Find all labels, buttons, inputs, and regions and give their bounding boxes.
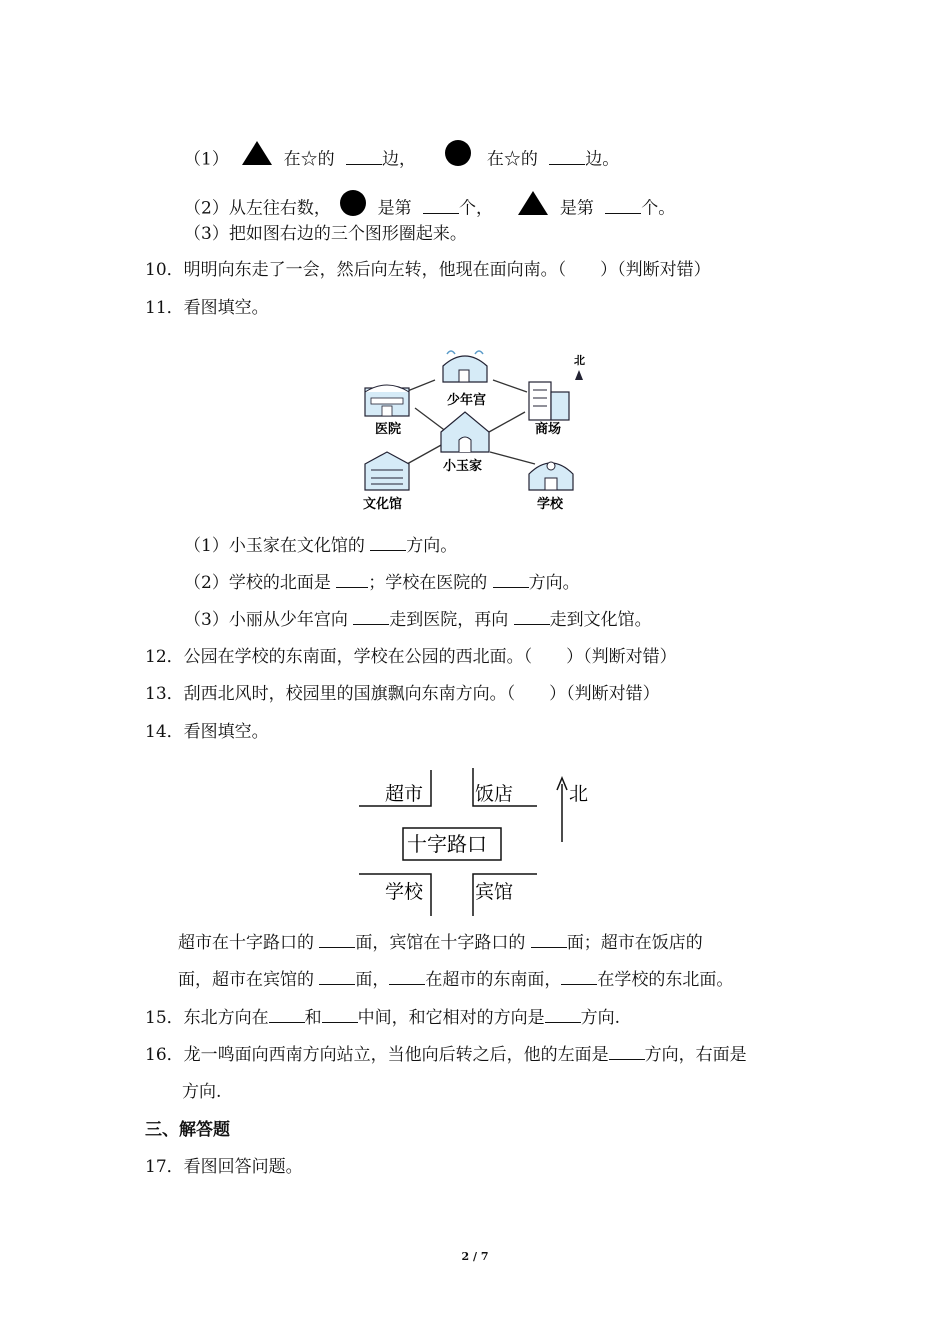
circle-icon <box>445 140 471 166</box>
answer-blank[interactable] <box>370 534 406 551</box>
triangle-icon <box>242 141 272 165</box>
triangle-icon <box>518 191 548 215</box>
question-12: 12．公园在学校的东南面，学校在公园的西北面。（ ）（判断对错） <box>145 647 677 667</box>
answer-blank[interactable] <box>531 931 567 948</box>
answer-blank[interactable] <box>545 1006 581 1023</box>
question-10: 10．明明向东走了一会，然后向左转，他现在面向南。（ ）（判断对错） <box>145 260 711 280</box>
school-label: 学校 <box>537 497 564 512</box>
answer-blank[interactable] <box>319 931 355 948</box>
school-label: 学校 <box>385 881 424 903</box>
question-11: 11．看图填空。 <box>145 298 269 318</box>
answer-blank[interactable] <box>423 197 459 214</box>
youth-palace-label: 少年宫 <box>447 393 487 408</box>
question-16-cont: 方向. <box>182 1082 222 1102</box>
mall-label: 商场 <box>535 422 562 437</box>
answer-blank[interactable] <box>319 968 355 985</box>
q9-part3: （3）把如图右边的三个图形圈起来。 <box>184 224 467 244</box>
question-15: 15．东北方向在 和 中间，和它相对的方向是 方向. <box>145 1008 621 1028</box>
north-arrow-icon <box>575 370 583 380</box>
page-number: 2 / 7 <box>461 1250 489 1263</box>
crossroad-label: 十字路口 <box>407 832 487 856</box>
map-figure-q11 <box>355 344 595 514</box>
home-icon <box>441 412 489 452</box>
section-heading: 三、解答题 <box>145 1120 230 1140</box>
question-17: 17．看图回答问题。 <box>145 1157 303 1177</box>
question-14: 14．看图填空。 <box>145 722 269 742</box>
q9-part1: （1） 在☆的 边， 在☆的 边。 <box>184 140 619 180</box>
answer-blank[interactable] <box>346 148 382 165</box>
crossroad-map-q14 <box>355 760 595 922</box>
answer-blank[interactable] <box>389 968 425 985</box>
q9-part2: （2）从左往右数， 是第 个， 是第 个。 <box>184 190 675 228</box>
answer-blank[interactable] <box>322 1006 358 1023</box>
north-label: 北 <box>574 354 585 367</box>
answer-blank[interactable] <box>493 571 529 588</box>
q11-part3: （3）小丽从少年宫向 走到医院，再向 走到文化馆。 <box>184 610 652 630</box>
answer-blank[interactable] <box>336 571 368 588</box>
youth-palace-icon <box>443 351 487 382</box>
culture-hall-icon <box>365 452 409 490</box>
school-icon <box>529 462 573 490</box>
north-label: 北 <box>569 783 589 805</box>
answer-blank[interactable] <box>609 1043 645 1060</box>
hotel-label: 宾馆 <box>475 881 514 903</box>
restaurant-label: 饭店 <box>475 783 514 805</box>
q14-line2: 面，超市在宾馆的 面， 在超市的东南面， 在学校的东北面。 <box>178 970 734 990</box>
hospital-label: 医院 <box>375 422 402 437</box>
hospital-icon <box>365 385 409 416</box>
supermarket-label: 超市 <box>385 783 424 805</box>
answer-blank[interactable] <box>353 608 389 625</box>
q11-part1: （1）小玉家在文化馆的 方向。 <box>184 536 458 556</box>
q14-line1: 超市在十字路口的 面，宾馆在十字路口的 面；超市在饭店的 <box>178 933 703 953</box>
culture-hall-label: 文化馆 <box>363 497 403 512</box>
answer-blank[interactable] <box>269 1006 305 1023</box>
answer-blank[interactable] <box>514 608 550 625</box>
answer-blank[interactable] <box>605 197 641 214</box>
question-16: 16．龙一鸣面向西南方向站立，当他向后转之后，他的左面是 方向，右面是 <box>145 1045 747 1065</box>
answer-blank[interactable] <box>561 968 597 985</box>
home-label: 小玉家 <box>443 459 483 474</box>
q11-part2: （2）学校的北面是 ；学校在医院的 方向。 <box>184 573 580 593</box>
question-13: 13．刮西北风时，校园里的国旗飘向东南方向。（ ）（判断对错） <box>145 684 660 704</box>
mall-icon <box>529 382 569 420</box>
answer-blank[interactable] <box>549 148 585 165</box>
circle-icon <box>340 190 366 216</box>
